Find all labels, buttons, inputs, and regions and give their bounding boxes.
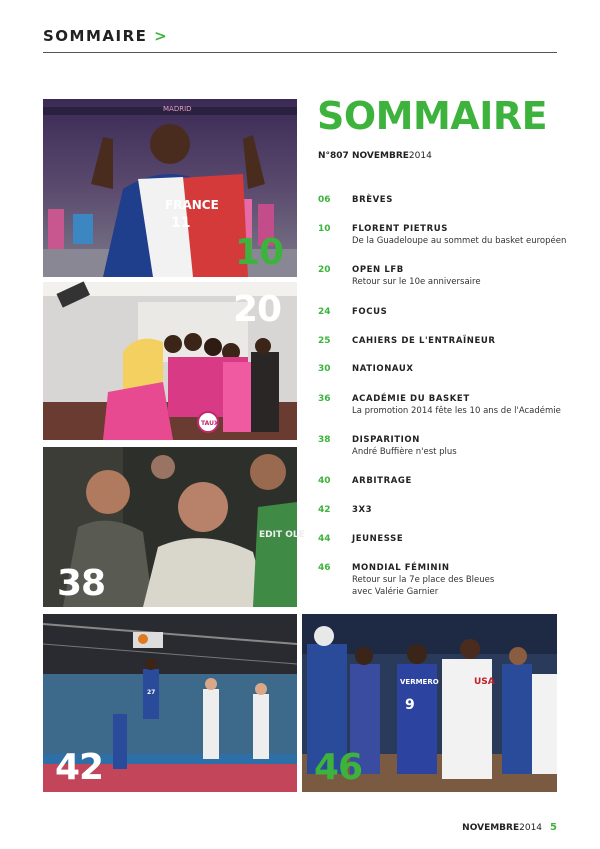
photo-text-badge: TAUX xyxy=(201,420,219,427)
footer-year: 2014 xyxy=(519,823,543,833)
photo-disparition xyxy=(43,447,305,607)
toc-entry-title: JEUNESSE xyxy=(352,534,404,544)
toc-entry-title: ARBITRAGE xyxy=(352,476,412,486)
toc-entry-title: FOCUS xyxy=(352,307,388,317)
photo-3x3 xyxy=(43,614,297,792)
toc-entry-title: FLORENT PIETRUS xyxy=(352,224,448,234)
toc-entry-page: 24 xyxy=(318,307,331,317)
photo-open-lfb xyxy=(43,282,297,440)
toc-title: SOMMAIRE xyxy=(317,94,548,138)
photo-text-jersey: USA xyxy=(474,677,495,687)
photo-text-jersey: FRANCE xyxy=(165,198,219,212)
toc-entry-page: 38 xyxy=(318,435,331,445)
toc-entry-subtitle: De la Guadeloupe au sommet du basket européen xyxy=(352,236,567,246)
toc-entry-title: 3X3 xyxy=(352,505,373,515)
toc-entry-page: 25 xyxy=(318,336,331,346)
toc-entry-subtitle: Retour sur la 7e place des Bleues xyxy=(352,575,495,585)
toc-entry-title: CAHIERS DE L'ENTRAÎNEUR xyxy=(352,336,496,346)
photo-page-number: 10 xyxy=(235,232,284,273)
toc-entry-subtitle: Retour sur le 10e anniversaire xyxy=(352,277,481,287)
toc-entry-subtitle-2: avec Valérie Garnier xyxy=(352,587,439,597)
photo-text-jersey: EDIT OLE xyxy=(259,530,305,540)
toc-entry-page: 42 xyxy=(318,505,331,515)
page-footer xyxy=(462,822,557,833)
photo-page-number: 42 xyxy=(55,747,104,788)
toc-entry-page: 44 xyxy=(318,534,331,544)
footer-month: NOVEMBRE xyxy=(462,823,520,833)
photo-text-jersey-number: 27 xyxy=(147,689,156,696)
footer-page-number: 5 xyxy=(550,822,557,833)
toc-entry-title: NATIONAUX xyxy=(352,364,414,374)
photo-text-jersey-number: 9 xyxy=(405,697,415,713)
toc-entry-title: BRÈVES xyxy=(352,195,393,205)
toc-entry-title: DISPARITION xyxy=(352,435,420,445)
toc-entry-title: MONDIAL FÉMININ xyxy=(352,563,450,573)
section-header xyxy=(43,27,557,53)
issue-month: NOVEMBRE xyxy=(351,151,409,161)
section-header-title: SOMMAIRE > xyxy=(43,27,169,45)
toc-entry-page: 06 xyxy=(318,195,331,205)
toc-entry-page: 36 xyxy=(318,394,331,404)
photo-page-number: 46 xyxy=(314,747,363,788)
photo-page-number: 38 xyxy=(57,563,106,604)
photo-text-jersey-number: 11 xyxy=(171,215,191,231)
toc-entry-title: OPEN LFB xyxy=(352,265,404,275)
chevron-right-icon: > xyxy=(154,27,169,45)
photo-mondial-feminin xyxy=(302,614,557,792)
toc-entry-page: 10 xyxy=(318,224,331,234)
issue-number: N°807 xyxy=(318,151,349,161)
toc-entry-page: 40 xyxy=(318,476,331,486)
photo-text-jersey-name: VERMERO xyxy=(400,678,439,686)
toc-entry-page: 20 xyxy=(318,265,331,275)
toc-entry-subtitle: La promotion 2014 fête les 10 ans de l'Académie xyxy=(352,406,561,416)
issue-info xyxy=(318,151,432,161)
toc-entry-page: 46 xyxy=(318,563,331,573)
issue-year: 2014 xyxy=(408,151,432,161)
toc-entry-subtitle: André Buffière n'est plus xyxy=(352,447,457,457)
toc-entry-title: ACADÉMIE DU BASKET xyxy=(352,394,470,404)
photo-text-madrid: MADRID xyxy=(163,105,192,113)
photo-florent-pietrus xyxy=(43,99,297,277)
toc-entry-page: 30 xyxy=(318,364,331,374)
photo-page-number: 20 xyxy=(233,289,282,330)
